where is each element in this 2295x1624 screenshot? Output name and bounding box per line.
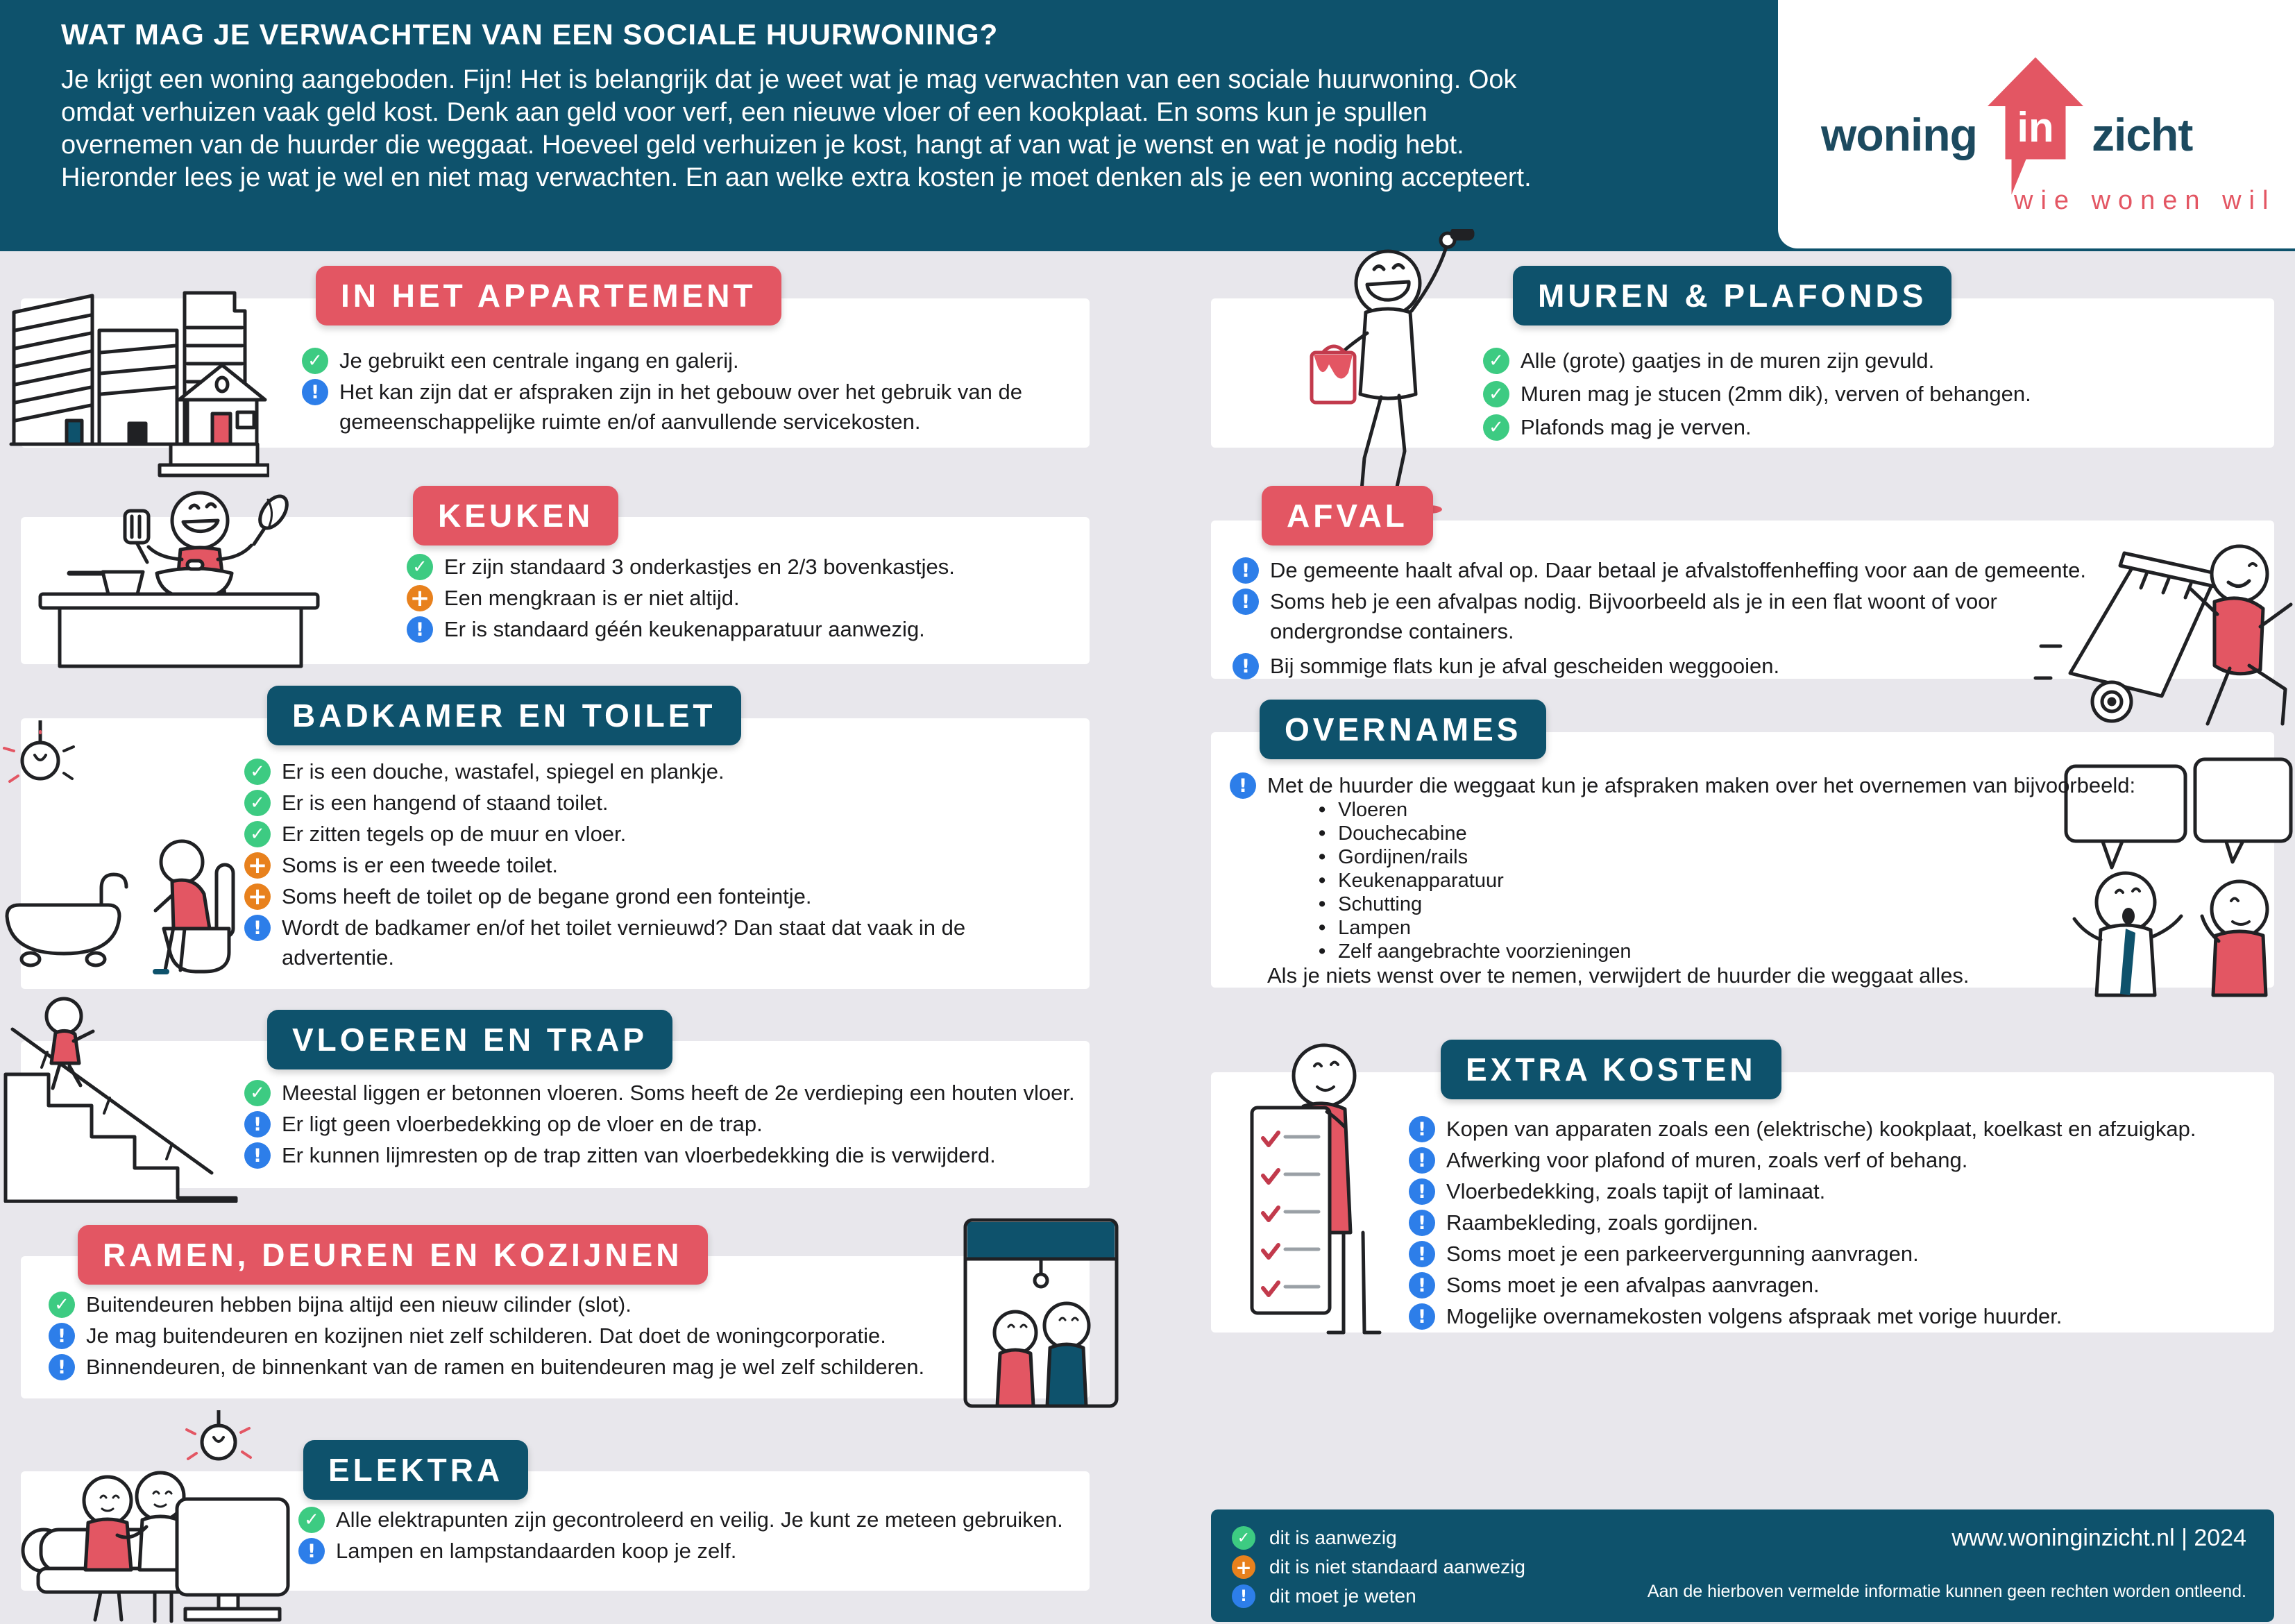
list-item: [407, 552, 955, 582]
item-text: Soms moet je een parkeervergunning aanvragen.: [1446, 1242, 1919, 1266]
list-item: [1409, 1114, 2196, 1144]
exclamation-icon: [1233, 589, 1259, 615]
exclamation-icon: [407, 616, 433, 643]
item-text: Er is een hangend of staand toilet.: [282, 790, 609, 815]
bathroom-illustration: [0, 720, 242, 991]
item-text: Je mag buitendeuren en kozijnen niet zelf schilderen. Dat doet de woningcorporatie.: [86, 1323, 886, 1348]
exclamation-icon: [1233, 653, 1259, 679]
item-text: Bij sommige flats kun je afval gescheiden weggooien.: [1270, 654, 1780, 678]
section-badge-elektra: ELEKTRA: [303, 1440, 528, 1500]
exclamation-icon: [1232, 1584, 1255, 1608]
exclamation-icon: [1409, 1178, 1435, 1205]
bullet-item: • Lampen: [1319, 916, 1632, 940]
list-item: [1483, 379, 2031, 409]
couch-tv-illustration: [10, 1410, 296, 1624]
check-icon: [244, 1080, 271, 1106]
list-item: [49, 1352, 924, 1382]
bullet-item: • Schutting: [1319, 893, 1632, 916]
item-text: Een mengkraan is er niet altijd.: [444, 586, 740, 610]
logo-word-woning: woning: [1821, 109, 1977, 160]
list-item: [244, 788, 609, 818]
plus-icon: [244, 852, 271, 879]
item-text: Alle elektrapunten zijn gecontroleerd en veilig. Je kunt ze meteen gebruiken.: [336, 1507, 1063, 1532]
item-text: Met de huurder die weggaat kun je afspraken maken over het overnemen van bijvoorbeeld:: [1267, 773, 2136, 797]
check-icon: [298, 1507, 325, 1533]
list-item: [302, 377, 1130, 437]
footer-panel: [1211, 1509, 2274, 1622]
logo-house-icon: [1983, 54, 2087, 200]
checklist-person-illustration: [1239, 1033, 1382, 1366]
bullet-item: • Zelf aangebrachte voorzieningen: [1319, 940, 1632, 963]
logo-panel: [1778, 0, 2295, 248]
exclamation-icon: [1409, 1241, 1435, 1267]
list-item: [244, 1109, 763, 1139]
section-badge-ramen: RAMEN, DEUREN EN KOZIJNEN: [78, 1225, 708, 1285]
city-buildings-illustration: [6, 269, 269, 477]
section-badge-afval: AFVAL: [1262, 486, 1433, 545]
exclamation-icon: [49, 1354, 75, 1380]
section-badge-keuken: KEUKEN: [413, 486, 618, 545]
list-item: [407, 583, 740, 613]
exclamation-icon: [1233, 557, 1259, 584]
list-item: [1409, 1145, 1967, 1175]
intro-paragraph: [61, 64, 1532, 194]
exclamation-icon: [1409, 1272, 1435, 1299]
check-icon: [244, 790, 271, 816]
exclamation-icon: [1230, 772, 1256, 799]
list-item: [244, 881, 812, 911]
cooking-illustration: [21, 484, 333, 672]
bullet-item: • Vloeren: [1319, 798, 1632, 822]
list-item: [407, 614, 925, 644]
list-item: [1233, 651, 1779, 681]
website-text: www.woninginzicht.nl | 2024: [1951, 1525, 2246, 1551]
intro-line: Hieronder lees je wat je wel en niet mag verwachten. En aan welke extra kosten je moet denken als je een woning accepteert.: [61, 163, 1532, 192]
section-badge-vloeren: VLOEREN EN TRAP: [267, 1010, 672, 1069]
item-text: Je gebruikt een centrale ingang en galerij.: [339, 348, 739, 373]
list-item: [49, 1321, 886, 1351]
item-text: Kopen van apparaten zoals een (elektrische) kookplaat, koelkast en afzuigkap.: [1446, 1117, 2196, 1141]
page-title: WAT MAG JE VERWACHTEN VAN EEN SOCIALE HUURWONING?: [61, 18, 999, 51]
painter-illustration: [1282, 229, 1477, 517]
item-text: Er zijn standaard 3 onderkastjes en 2/3 bovenkastjes.: [444, 555, 955, 579]
check-icon: [1483, 414, 1509, 441]
exclamation-icon: [49, 1323, 75, 1349]
item-text: Er is een douche, wastafel, spiegel en plankje.: [282, 759, 725, 784]
item-text: De gemeente haalt afval op. Daar betaal je afvalstoffenheffing voor aan de gemeente.: [1270, 558, 2086, 582]
section-badge-badkamer: BADKAMER EN TOILET: [267, 686, 741, 745]
legend-label: dit moet je weten: [1269, 1585, 1416, 1607]
list-item: [244, 913, 1031, 972]
check-icon: [244, 759, 271, 785]
list-item: [244, 819, 626, 849]
legend-label: dit is niet standaard aanwezig: [1269, 1556, 1525, 1578]
exclamation-icon: [1409, 1210, 1435, 1236]
list-item: [49, 1289, 632, 1319]
overnames-outro-text: Als je niets wenst over te nemen, verwijdert de huurder die weggaat alles.: [1267, 963, 1970, 988]
exclamation-icon: [1409, 1147, 1435, 1174]
exclamation-icon: [1409, 1116, 1435, 1142]
item-text: Er ligt geen vloerbedekking op de vloer en de trap.: [282, 1112, 763, 1136]
check-icon: [244, 821, 271, 847]
legend-label: dit is aanwezig: [1269, 1527, 1397, 1548]
item-text: Afwerking voor plafond of muren, zoals verf of behang.: [1446, 1148, 1968, 1172]
list-item: [298, 1505, 1063, 1534]
plus-icon: [1232, 1555, 1255, 1579]
item-text: Buitendeuren hebben bijna altijd een nieuw cilinder (slot).: [86, 1292, 632, 1317]
list-item: [298, 1536, 736, 1566]
exclamation-icon: [244, 1142, 271, 1169]
section-badge-extrakosten: EXTRA KOSTEN: [1441, 1040, 1781, 1099]
item-text: Soms heeft de toilet op de begane grond een fonteintje.: [282, 884, 812, 908]
item-text: Er kunnen lijmresten op de trap zitten van vloerbedekking die is verwijderd.: [282, 1143, 996, 1167]
item-text: Vloerbedekking, zoals tapijt of laminaat.: [1446, 1179, 1826, 1203]
list-item: [244, 756, 725, 786]
intro-line: omdat verhuizen vaak geld kost. Denk aan geld voor verf, een nieuwe vloer of een kookplaat. En soms kun je spullen: [61, 98, 1428, 127]
logo-tagline: wie wonen wil: [2014, 186, 2276, 215]
list-item: [1233, 586, 2092, 646]
exclamation-icon: [298, 1538, 325, 1564]
item-text: Er is standaard géén keukenapparatuur aanwezig.: [444, 617, 925, 641]
check-icon: [49, 1292, 75, 1318]
list-item: [1409, 1176, 1825, 1206]
section-badge-appartement: IN HET APPARTEMENT: [316, 266, 781, 325]
legend-item: [1232, 1526, 1397, 1550]
check-icon: [1483, 381, 1509, 407]
list-item: [244, 1078, 1075, 1108]
list-item: [1409, 1270, 1820, 1300]
item-text: Er zitten tegels op de muur en vloer.: [282, 822, 627, 846]
exclamation-icon: [244, 1111, 271, 1137]
list-item: [244, 1140, 996, 1170]
item-text: Alle (grote) gaatjes in de muren zijn gevuld.: [1521, 348, 1935, 373]
list-item: [1230, 770, 2135, 800]
list-item: [244, 850, 558, 880]
exclamation-icon: [244, 915, 271, 941]
bullet-item: • Keukenapparatuur: [1319, 869, 1632, 893]
item-text: Muren mag je stucen (2mm dik), verven of behangen.: [1521, 382, 2031, 406]
check-icon: [1483, 348, 1509, 374]
section-badge-muren: MUREN & PLAFONDS: [1513, 266, 1951, 325]
list-item: [302, 346, 739, 375]
list-item: [1409, 1301, 2062, 1331]
disclaimer-text: Aan de hierboven vermelde informatie kunnen geen rechten worden ontleend.: [1647, 1582, 2246, 1601]
check-icon: [407, 554, 433, 580]
window-couple-illustration: [961, 1216, 1121, 1410]
list-item: [1409, 1239, 1919, 1269]
item-text: Raambekleding, zoals gordijnen.: [1446, 1210, 1759, 1235]
item-text: Soms heb je een afvalpas nodig. Bijvoorbeeld als je in een flat woont of voor ondergrondse containers.: [1270, 589, 1997, 643]
item-text: Plafonds mag je verven.: [1521, 415, 1752, 439]
exclamation-icon: [1409, 1303, 1435, 1330]
item-text: Binnendeuren, de binnenkant van de ramen en buitendeuren mag je wel zelf schilderen.: [86, 1355, 925, 1379]
section-badge-overnames: OVERNAMES: [1260, 700, 1546, 759]
plus-icon: [407, 585, 433, 611]
bullet-list: [1319, 798, 1632, 963]
legend-item: [1232, 1555, 1525, 1579]
list-item: [1409, 1208, 1759, 1237]
list-item: [1233, 555, 2086, 585]
intro-line: overnemen van de huurder die weggaat. Hoeveel geld verhuizen je kost, hangt af van wat je wenst en wat je nodig hebt.: [61, 130, 1464, 160]
item-text: Wordt de badkamer en/of het toilet vernieuwd? Dan staat dat vaak in de advertentie.: [282, 915, 966, 970]
item-text: Soms is er een tweede toilet.: [282, 853, 559, 877]
item-text: Het kan zijn dat er afspraken zijn in het gebouw over het gebruik van de gemeenschappelijke ruimte en/of aanvullende servicekosten.: [339, 380, 1022, 434]
bullet-item: • Douchecabine: [1319, 822, 1632, 845]
intro-line: Je krijgt een woning aangeboden. Fijn! Het is belangrijk dat je weet wat je mag verwachten van een sociale huurwoning. Ook: [61, 65, 1517, 94]
plus-icon: [244, 883, 271, 910]
list-item: [1483, 346, 1934, 375]
item-text: Soms moet je een afvalpas aanvragen.: [1446, 1273, 1820, 1297]
bullet-item: • Gordijnen/rails: [1319, 845, 1632, 869]
logo-word-zicht: zicht: [2092, 109, 2193, 160]
item-text: Lampen en lampstandaarden koop je zelf.: [336, 1539, 737, 1563]
check-icon: [302, 348, 328, 374]
legend-item: [1232, 1584, 1416, 1608]
list-item: [1483, 412, 1752, 442]
stairs-illustration: [0, 991, 239, 1203]
check-icon: [1232, 1526, 1255, 1550]
exclamation-icon: [302, 379, 328, 405]
item-text: Mogelijke overnamekosten volgens afspraak met vorige huurder.: [1446, 1304, 2063, 1328]
svg-text:in: in: [2017, 104, 2054, 151]
item-text: Meestal liggen er betonnen vloeren. Soms heeft de 2e verdieping een houten vloer.: [282, 1081, 1075, 1105]
